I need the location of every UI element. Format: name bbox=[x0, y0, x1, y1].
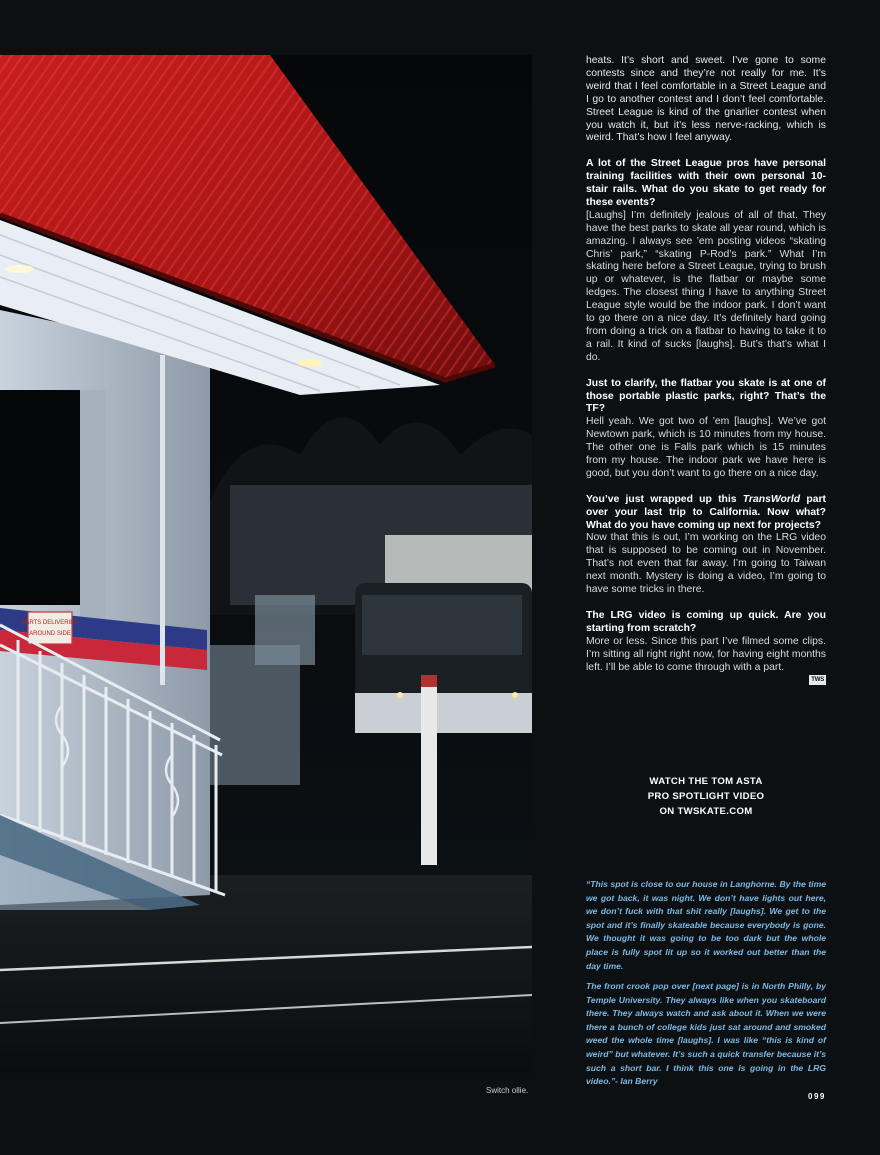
photo-night-building bbox=[0, 55, 532, 1073]
qa-block bbox=[586, 494, 826, 597]
interview-question bbox=[586, 494, 826, 533]
magazine-title: TransWorld bbox=[742, 493, 801, 505]
video-promo bbox=[586, 774, 826, 819]
promo-line-3: ON TWSKATE.COM bbox=[659, 806, 753, 817]
interview-answer: More or less. Since this part I’ve filmed some clips. I’m sitting all right right now, for having eight months left. I’ll be able to come through with a part. bbox=[586, 635, 826, 673]
interview-question: Just to clarify, the flatbar you skate is at one of those portable plastic parks, right? That’s the TF? bbox=[586, 377, 826, 415]
interview-question: A lot of the Street League pros have personal training facilities with their own personal 10-stair rails. What do you skate to get ready for these events? bbox=[586, 158, 826, 208]
promo-line-1: WATCH THE TOM ASTA bbox=[649, 776, 763, 787]
interview-answer: Hell yeah. We got two of ’em [laughs]. We’ve got Newtown park, which is 10 minutes from my house. The other one is Falls park which is 15 minutes from my house. The indoor park we have here is good, but you don’t want to go there on a nice day. bbox=[586, 416, 826, 479]
question-text-after: part over your last trip to California. Now what? What do you have coming up next for projects? bbox=[586, 493, 826, 531]
photographer-quote-1: “This spot is close to our house in Langhorne. By the time we got back, it was night. We don’t have lights out here, we don’t fuck with that shit really [laughs]. We get to the spot and it’s finally skateable because everybody is gone. We thought it was going to be too dark but the whole place is fully spot lit up so it worked out better than the day time. bbox=[586, 879, 826, 971]
qa-block bbox=[586, 609, 826, 684]
sign-line-2: AROUND SIDE bbox=[29, 631, 71, 637]
qa-block bbox=[586, 378, 826, 481]
question-text-before: You’ve just wrapped up this bbox=[586, 493, 743, 505]
interview-question: The LRG video is coming up quick. Are you starting from scratch? bbox=[586, 609, 826, 634]
photo-caption: Switch ollie. bbox=[486, 1086, 529, 1095]
article-column bbox=[586, 55, 826, 687]
tws-end-mark: TWS bbox=[811, 677, 824, 684]
interview-answer: [Laughs] I’m definitely jealous of all of that. They have the best parks to skate all year round, which is amazing. I always see ’em posting videos “skating Chris’ park,” “skating P-Rod’s park.” What I’m skating here before a Street League, trying to brush up or whatever, is the flatbar or maybe some ledges. The closest thing I have to anything Street League style would be the indoor park. I don’t want to go there on a nice day. It’s definitely hard going from doing a trick on a flatbar to having to take it to a rail. It kind of sucks [laughs]. But’s that’s what I do. bbox=[586, 209, 826, 363]
sign-line-1: PARTS DELIVERIES bbox=[21, 620, 79, 626]
qa-block bbox=[586, 158, 826, 365]
page-number: 099 bbox=[808, 1092, 826, 1101]
photographer-quote-2: The front crook pop over [next page] is in North Philly, by Temple University. They always like when you skateboard there. They always watch and ask about it. When we were there a bunch of college kids just sat around and smoked weed the whole time [laughs]. I was like “this is kind of weird” but whatever. It’s such a quick transfer because it’s such a short bar. I think this one is going in the LRG video.”- Ian Berry bbox=[586, 981, 826, 1087]
promo-line-2: PRO SPOTLIGHT VIDEO bbox=[647, 791, 765, 802]
article-intro: heats. It’s short and sweet. I’ve gone to some contests since and they’re not really for me. It’s weird that I feel comfortable in a Street League and I go to another contest and I don’t feel comfortable. Street League is kind of the gnarlier contest when you watch it, but it’s less nerve-racking, which is weird. That’s how I feel anyway. bbox=[586, 55, 826, 144]
interview-answer: Now that this is out, I’m working on the LRG video that is supposed to be coming out in November. That’s not even that far away. I’m going to Taiwan next month. Mystery is doing a video, I’m going to have some tricks in there. bbox=[586, 532, 826, 596]
